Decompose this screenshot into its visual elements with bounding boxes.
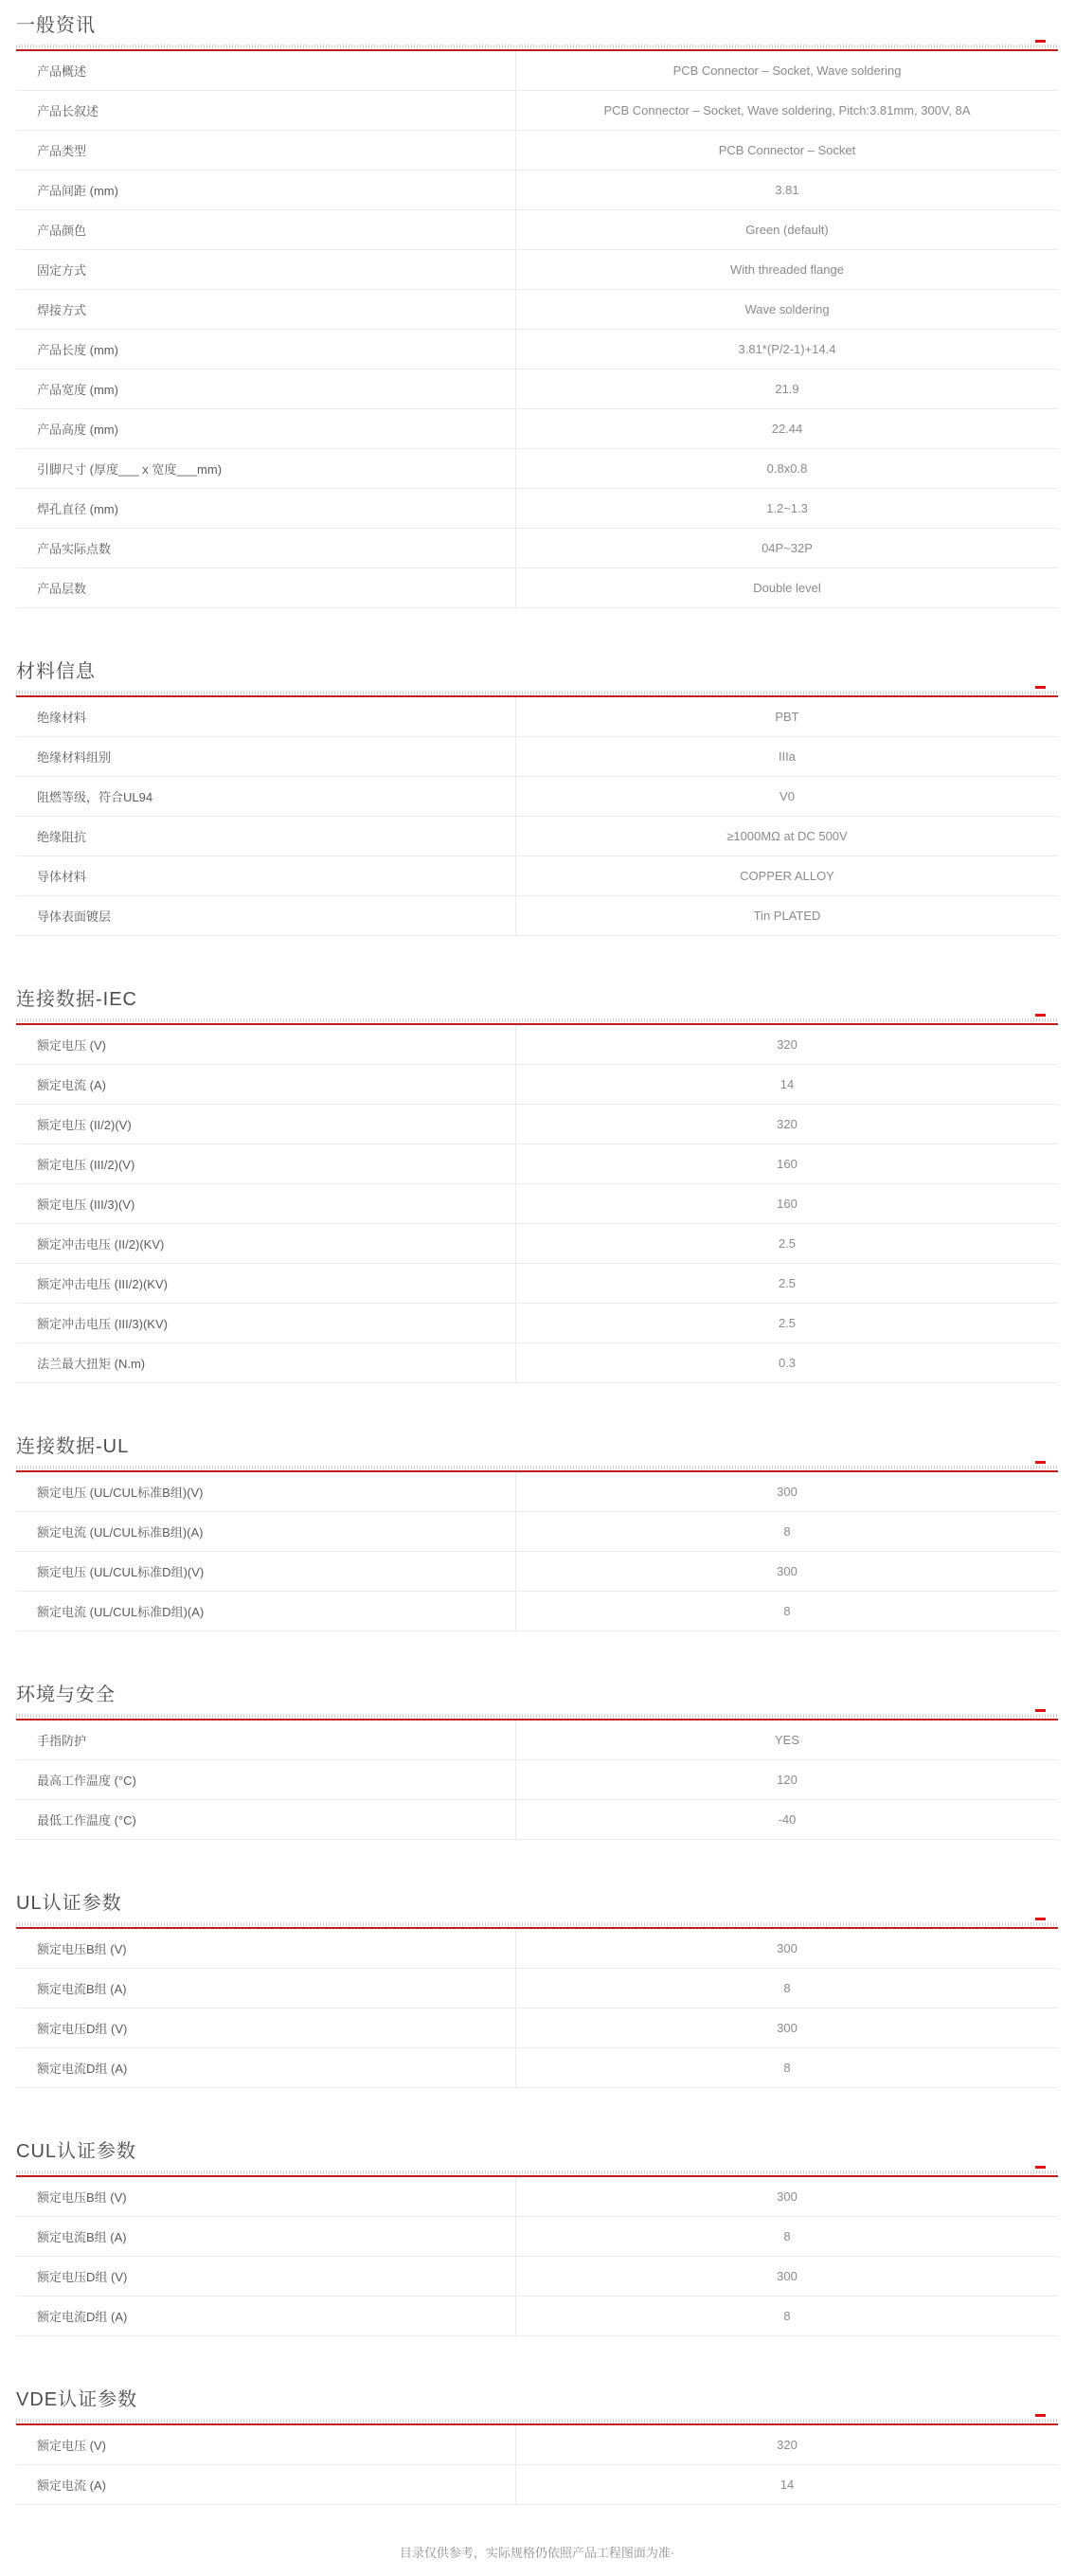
table-row xyxy=(16,409,1058,449)
minus-icon xyxy=(1035,686,1046,689)
row-label: 产品长度 (mm) xyxy=(16,330,516,369)
dotted-divider xyxy=(16,1922,1058,1926)
row-label: 绝缘阻抗 xyxy=(16,817,516,856)
row-label: 产品宽度 (mm) xyxy=(16,369,516,408)
row-value: COPPER ALLOY xyxy=(740,869,834,883)
row-value: 1.2~1.3 xyxy=(766,501,808,515)
row-label: 额定电流 (A) xyxy=(16,1065,516,1104)
row-value: 160 xyxy=(777,1197,797,1211)
row-value: 14 xyxy=(779,2477,795,2492)
section-header xyxy=(16,1891,1058,1917)
row-value: 8 xyxy=(783,1524,791,1539)
row-value: 300 xyxy=(777,1485,797,1499)
spec-table xyxy=(16,2425,1058,2505)
row-value: 300 xyxy=(777,1564,797,1578)
row-label: 导体材料 xyxy=(16,856,516,895)
row-value: 04P~32P xyxy=(761,541,813,555)
table-row xyxy=(16,1264,1058,1304)
row-value: Wave soldering xyxy=(744,302,830,316)
section-header xyxy=(16,659,1058,685)
table-row xyxy=(16,568,1058,608)
row-label: 产品类型 xyxy=(16,131,516,170)
row-label: 额定电流 (UL/CUL标准B组)(A) xyxy=(16,1512,516,1551)
row-value: PCB Connector – Socket, Wave soldering xyxy=(672,63,902,78)
row-label: 额定电压 (V) xyxy=(16,2425,516,2464)
row-label: 最低工作温度 (°C) xyxy=(16,1800,516,1839)
spec-table xyxy=(16,1720,1058,1840)
spec-table xyxy=(16,2177,1058,2336)
spec-section-3 xyxy=(16,1434,1058,1631)
section-header xyxy=(16,1434,1058,1460)
table-row xyxy=(16,250,1058,290)
table-row xyxy=(16,1144,1058,1184)
table-row xyxy=(16,1224,1058,1264)
row-label: 额定电流D组 (A) xyxy=(16,2048,516,2087)
minus-icon xyxy=(1035,40,1046,43)
section-title: CUL认证参数 xyxy=(16,2141,137,2162)
table-row xyxy=(16,51,1058,91)
table-row xyxy=(16,2465,1058,2505)
row-value: 0.3 xyxy=(778,1356,797,1370)
table-row xyxy=(16,171,1058,210)
row-value: 3.81*(P/2-1)+14.4 xyxy=(738,342,836,356)
row-label: 法兰最大扭矩 (N.m) xyxy=(16,1343,516,1382)
row-value: Double level xyxy=(753,581,821,595)
spec-sections-container xyxy=(16,13,1058,2505)
table-row xyxy=(16,91,1058,131)
table-row xyxy=(16,777,1058,817)
table-row xyxy=(16,2425,1058,2465)
row-value: PCB Connector – Socket, Wave soldering, Pitch:3.81mm, 300V, 8A xyxy=(603,103,971,117)
table-row xyxy=(16,290,1058,330)
spec-table xyxy=(16,1472,1058,1631)
row-value: 2.5 xyxy=(778,1236,797,1251)
row-value: 8 xyxy=(783,2309,791,2323)
table-row xyxy=(16,2009,1058,2048)
row-value: 160 xyxy=(777,1157,797,1171)
row-label: 额定电流B组 (A) xyxy=(16,2217,516,2256)
row-label: 产品概述 xyxy=(16,51,516,90)
row-label: 产品颜色 xyxy=(16,210,516,249)
row-label: 额定电压D组 (V) xyxy=(16,2257,516,2296)
row-value: With threaded flange xyxy=(730,262,844,277)
row-value: 3.81 xyxy=(775,183,799,197)
row-label: 手指防护 xyxy=(16,1720,516,1759)
row-label: 固定方式 xyxy=(16,250,516,289)
table-row xyxy=(16,1105,1058,1144)
row-value: 22.44 xyxy=(771,422,803,436)
dotted-divider xyxy=(16,1466,1058,1469)
section-divider xyxy=(16,1018,1058,1025)
table-row xyxy=(16,2257,1058,2297)
dotted-divider xyxy=(16,1018,1058,1022)
section-divider xyxy=(16,2419,1058,2425)
section-title: 连接数据-IEC xyxy=(16,989,137,1010)
row-value: 300 xyxy=(777,2189,797,2204)
spec-section-6 xyxy=(16,2139,1058,2336)
row-label: 额定电流 (A) xyxy=(16,2465,516,2504)
spec-table xyxy=(16,1929,1058,2088)
row-label: 额定电压 (V) xyxy=(16,1025,516,1064)
table-row xyxy=(16,1760,1058,1800)
section-title: 材料信息 xyxy=(16,661,96,682)
spec-section-2 xyxy=(16,987,1058,1383)
row-value: YES xyxy=(774,1733,799,1747)
dotted-divider xyxy=(16,45,1058,48)
row-value: 300 xyxy=(777,2021,797,2035)
minus-icon xyxy=(1035,1014,1046,1017)
row-value: Green (default) xyxy=(745,223,829,237)
collapse-section-button[interactable] xyxy=(1031,1008,1048,1021)
row-label: 额定冲击电压 (III/2)(KV) xyxy=(16,1264,516,1303)
section-title: 连接数据-UL xyxy=(16,1436,130,1457)
row-value: 320 xyxy=(777,2438,797,2452)
table-row xyxy=(16,330,1058,369)
table-row xyxy=(16,1343,1058,1383)
row-label: 额定电压 (UL/CUL标准B组)(V) xyxy=(16,1472,516,1511)
collapse-section-button[interactable] xyxy=(1031,2408,1048,2422)
table-row xyxy=(16,856,1058,896)
dotted-divider xyxy=(16,691,1058,694)
table-row xyxy=(16,489,1058,529)
spec-table xyxy=(16,697,1058,936)
row-label: 产品高度 (mm) xyxy=(16,409,516,448)
row-label: 额定电流D组 (A) xyxy=(16,2297,516,2335)
table-row xyxy=(16,1472,1058,1512)
row-label: 引脚尺寸 (厚度___ x 宽度___mm) xyxy=(16,449,516,488)
table-row xyxy=(16,1065,1058,1105)
row-value: PCB Connector – Socket xyxy=(718,143,856,157)
row-value: 2.5 xyxy=(778,1276,797,1290)
table-row xyxy=(16,1720,1058,1760)
table-row xyxy=(16,1552,1058,1592)
section-divider xyxy=(16,1466,1058,1472)
table-row xyxy=(16,817,1058,856)
row-label: 导体表面镀层 xyxy=(16,896,516,935)
row-label: 额定电压 (II/2)(V) xyxy=(16,1105,516,1144)
row-label: 额定电压B组 (V) xyxy=(16,1929,516,1968)
spec-table xyxy=(16,51,1058,608)
spec-section-4 xyxy=(16,1683,1058,1840)
row-value: IIIa xyxy=(778,749,797,764)
row-value: 320 xyxy=(777,1117,797,1131)
collapse-section-button[interactable] xyxy=(1031,1455,1048,1468)
table-row xyxy=(16,1184,1058,1224)
row-label: 额定电压 (III/2)(V) xyxy=(16,1144,516,1183)
row-value: 300 xyxy=(777,2269,797,2283)
dotted-divider xyxy=(16,2171,1058,2174)
row-value: 21.9 xyxy=(775,382,799,396)
row-label: 额定电流B组 (A) xyxy=(16,1969,516,2008)
minus-icon xyxy=(1035,2414,1046,2417)
minus-icon xyxy=(1035,1918,1046,1920)
row-label: 绝缘材料组别 xyxy=(16,737,516,776)
spec-section-5 xyxy=(16,1891,1058,2088)
table-row xyxy=(16,896,1058,936)
row-label: 额定电流 (UL/CUL标准D组)(A) xyxy=(16,1592,516,1630)
table-row xyxy=(16,1800,1058,1840)
section-header xyxy=(16,2139,1058,2165)
row-label: 焊接方式 xyxy=(16,290,516,329)
row-value: 320 xyxy=(777,1037,797,1052)
section-divider xyxy=(16,2171,1058,2177)
table-row xyxy=(16,131,1058,171)
row-label: 产品实际点数 xyxy=(16,529,516,567)
section-title: UL认证参数 xyxy=(16,1893,122,1914)
collapse-section-button[interactable] xyxy=(1031,34,1048,47)
table-row xyxy=(16,210,1058,250)
collapse-section-button[interactable] xyxy=(1031,680,1048,694)
row-value: 8 xyxy=(783,2061,791,2075)
dotted-divider xyxy=(16,1714,1058,1718)
row-label: 额定冲击电压 (II/2)(KV) xyxy=(16,1224,516,1263)
spec-section-0 xyxy=(16,13,1058,608)
table-row xyxy=(16,697,1058,737)
section-header xyxy=(16,13,1058,39)
table-row xyxy=(16,2217,1058,2257)
table-row xyxy=(16,1025,1058,1065)
minus-icon xyxy=(1035,1709,1046,1712)
row-value: 8 xyxy=(783,1604,791,1618)
minus-icon xyxy=(1035,1461,1046,1464)
row-value: ≥1000MΩ at DC 500V xyxy=(726,829,848,843)
row-value: 8 xyxy=(783,1981,791,1995)
section-title: VDE认证参数 xyxy=(16,2389,138,2410)
table-row xyxy=(16,2177,1058,2217)
row-label: 额定电压 (UL/CUL标准D组)(V) xyxy=(16,1552,516,1591)
row-value: 300 xyxy=(777,1941,797,1955)
table-row xyxy=(16,1512,1058,1552)
section-header xyxy=(16,987,1058,1013)
collapse-section-button[interactable] xyxy=(1031,1912,1048,1925)
row-label: 最高工作温度 (°C) xyxy=(16,1760,516,1799)
row-label: 产品层数 xyxy=(16,568,516,607)
row-label: 产品长叙述 xyxy=(16,91,516,130)
row-label: 额定冲击电压 (III/3)(KV) xyxy=(16,1304,516,1342)
table-row xyxy=(16,2048,1058,2088)
table-row xyxy=(16,1592,1058,1631)
table-row xyxy=(16,1929,1058,1969)
section-divider xyxy=(16,45,1058,51)
spec-table xyxy=(16,1025,1058,1383)
row-value: Tin PLATED xyxy=(753,909,821,923)
row-value: 0.8x0.8 xyxy=(766,461,808,476)
collapse-section-button[interactable] xyxy=(1031,2160,1048,2173)
table-row xyxy=(16,1304,1058,1343)
row-value: -40 xyxy=(778,1812,797,1827)
row-label: 产品间距 (mm) xyxy=(16,171,516,209)
row-value: 2.5 xyxy=(778,1316,797,1330)
section-header xyxy=(16,1683,1058,1708)
collapse-section-button[interactable] xyxy=(1031,1703,1048,1717)
row-label: 额定电压 (III/3)(V) xyxy=(16,1184,516,1223)
section-divider xyxy=(16,691,1058,697)
row-value: PBT xyxy=(775,710,799,724)
row-label: 焊孔直径 (mm) xyxy=(16,489,516,528)
section-divider xyxy=(16,1922,1058,1929)
table-row xyxy=(16,369,1058,409)
row-label: 额定电压D组 (V) xyxy=(16,2009,516,2047)
table-row xyxy=(16,1969,1058,2009)
footer-note: 目录仅供参考，实际规格仍依照产品工程图面为准· xyxy=(399,2546,675,2560)
row-label: 阻燃等级，符合UL94 xyxy=(16,777,516,816)
row-label: 额定电压B组 (V) xyxy=(16,2177,516,2216)
section-title: 环境与安全 xyxy=(16,1684,116,1705)
table-row xyxy=(16,2297,1058,2336)
minus-icon xyxy=(1035,2166,1046,2169)
section-divider xyxy=(16,1714,1058,1720)
table-row xyxy=(16,449,1058,489)
row-label: 绝缘材料 xyxy=(16,697,516,736)
section-header xyxy=(16,2387,1058,2413)
spec-section-7 xyxy=(16,2387,1058,2505)
section-title: 一般资讯 xyxy=(16,15,96,36)
table-row xyxy=(16,529,1058,568)
row-value: 8 xyxy=(783,2229,791,2243)
row-value: V0 xyxy=(779,789,795,803)
row-value: 14 xyxy=(779,1077,795,1091)
spec-section-1 xyxy=(16,659,1058,936)
table-row xyxy=(16,737,1058,777)
dotted-divider xyxy=(16,2419,1058,2423)
row-value: 120 xyxy=(777,1773,797,1787)
